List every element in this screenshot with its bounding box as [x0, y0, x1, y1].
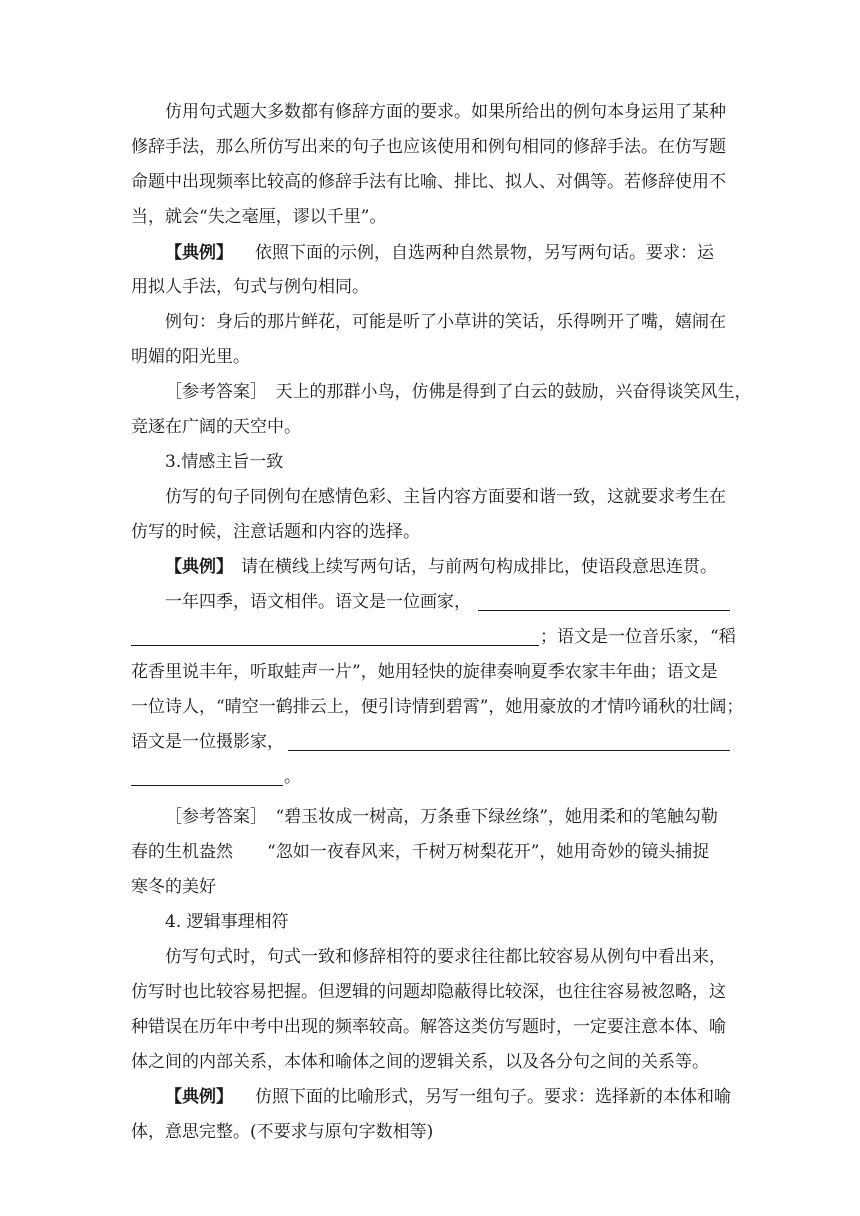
sample-sentence-line1: 例句：身后的那片鲜花，可能是听了小草讲的笑话，乐得咧开了嘴，嬉闹在	[165, 312, 726, 332]
example-label: 【典例】	[165, 557, 233, 577]
para4-line1: 仿写句式时，句式一致和修辞相符的要求往往都比较容易从例句中看出来，	[165, 947, 726, 967]
example2-line1	[165, 551, 717, 583]
blank-line-2a	[288, 750, 730, 751]
blank-line-2b	[131, 785, 283, 786]
para4-line3: 种错误在历年中考中出现的频率较高。解答这类仿写题时，一定要注意本体、喻	[131, 1017, 726, 1037]
fill-line4: 一位诗人，“晴空一鹤排云上，便引诗情到碧霄”，她用豪放的才情吟诵秋的壮阔；	[131, 697, 744, 717]
para4-line2: 仿写时也比较容易把握。但逻辑的问题却隐蔽得比较深，也往往容易被忽略，这	[131, 982, 726, 1002]
example-label: 【典例】	[165, 243, 233, 263]
example3-line1	[165, 1081, 731, 1113]
answer2-line3: 寒冬的美好	[131, 877, 216, 897]
sample-sentence-line2: 明媚的阳光里。	[131, 347, 250, 367]
para1-line4: 当，就会“失之毫厘，谬以千里”。	[131, 207, 387, 227]
para4-line4: 体之间的内部关系，本体和喻体之间的逻辑关系，以及各分句之间的关系等。	[131, 1052, 709, 1072]
para3-line2: 仿写的时候，注意话题和内容的选择。	[131, 522, 420, 542]
fill-line5: 语文是一位摄影家，	[131, 732, 284, 752]
answer1-line2: 竞逐在广阔的天空中。	[131, 417, 301, 437]
example3-line2: 体，意思完整。(不要求与原句字数相等)	[131, 1122, 434, 1142]
example1-line2: 用拟人手法，句式与例句相同。	[131, 277, 369, 297]
example-label: 【典例】	[165, 1087, 233, 1107]
example3-text: 仿照下面的比喻形式，另写一组句子。要求：选择新的本体和喻	[255, 1087, 731, 1107]
example1-line1	[165, 237, 714, 269]
answer2-line1: ［参考答案］ “碧玉妆成一树高，万条垂下绿丝绦”，她用柔和的笔触勾勒	[165, 807, 718, 827]
para1-line1: 仿用句式题大多数都有修辞方面的要求。如果所给出的例句本身运用了某种	[165, 102, 726, 122]
fill-line3: 花香里说丰年，听取蛙声一片”，她用轻快的旋律奏响夏季农家丰年曲；语文是	[131, 662, 718, 682]
blank-line-1a	[478, 610, 730, 611]
answer2-line2: 春的生机盎然 “忽如一夜春风来，千树万树梨花开”，她用奇妙的镜头捕捉	[131, 842, 710, 862]
fill-line2-tail: ；语文是一位音乐家，“稻	[540, 627, 736, 647]
para1-line2: 修辞手法，那么所仿写出来的句子也应该使用和例句相同的修辞手法。在仿写题	[131, 137, 726, 157]
answer1-line1: ［参考答案］ 天上的那群小鸟，仿佛是得到了白云的鼓励，兴奋得谈笑风生，	[165, 382, 752, 402]
section-heading-4: 4. 逻辑事理相符	[165, 912, 289, 932]
blank-line-1b	[131, 645, 539, 646]
fill-line1: 一年四季，语文相伴。语文是一位画家，	[165, 592, 471, 612]
section-heading-3: 3.情感主旨一致	[165, 452, 284, 472]
example2-text: 请在横线上续写两句话，与前两句构成排比，使语段意思连贯。	[241, 557, 717, 577]
para3-line1: 仿写的句子同例句在感情色彩、主旨内容方面要和谐一致，这就要求考生在	[165, 487, 726, 507]
para1-line3: 命题中出现频率比较高的修辞手法有比喻、排比、拟人、对偶等。若修辞使用不	[131, 172, 726, 192]
example1-text: 依照下面的示例，自选两种自然景物，另写两句话。要求：运	[255, 243, 714, 263]
fill-line6-period: 。	[284, 767, 301, 787]
